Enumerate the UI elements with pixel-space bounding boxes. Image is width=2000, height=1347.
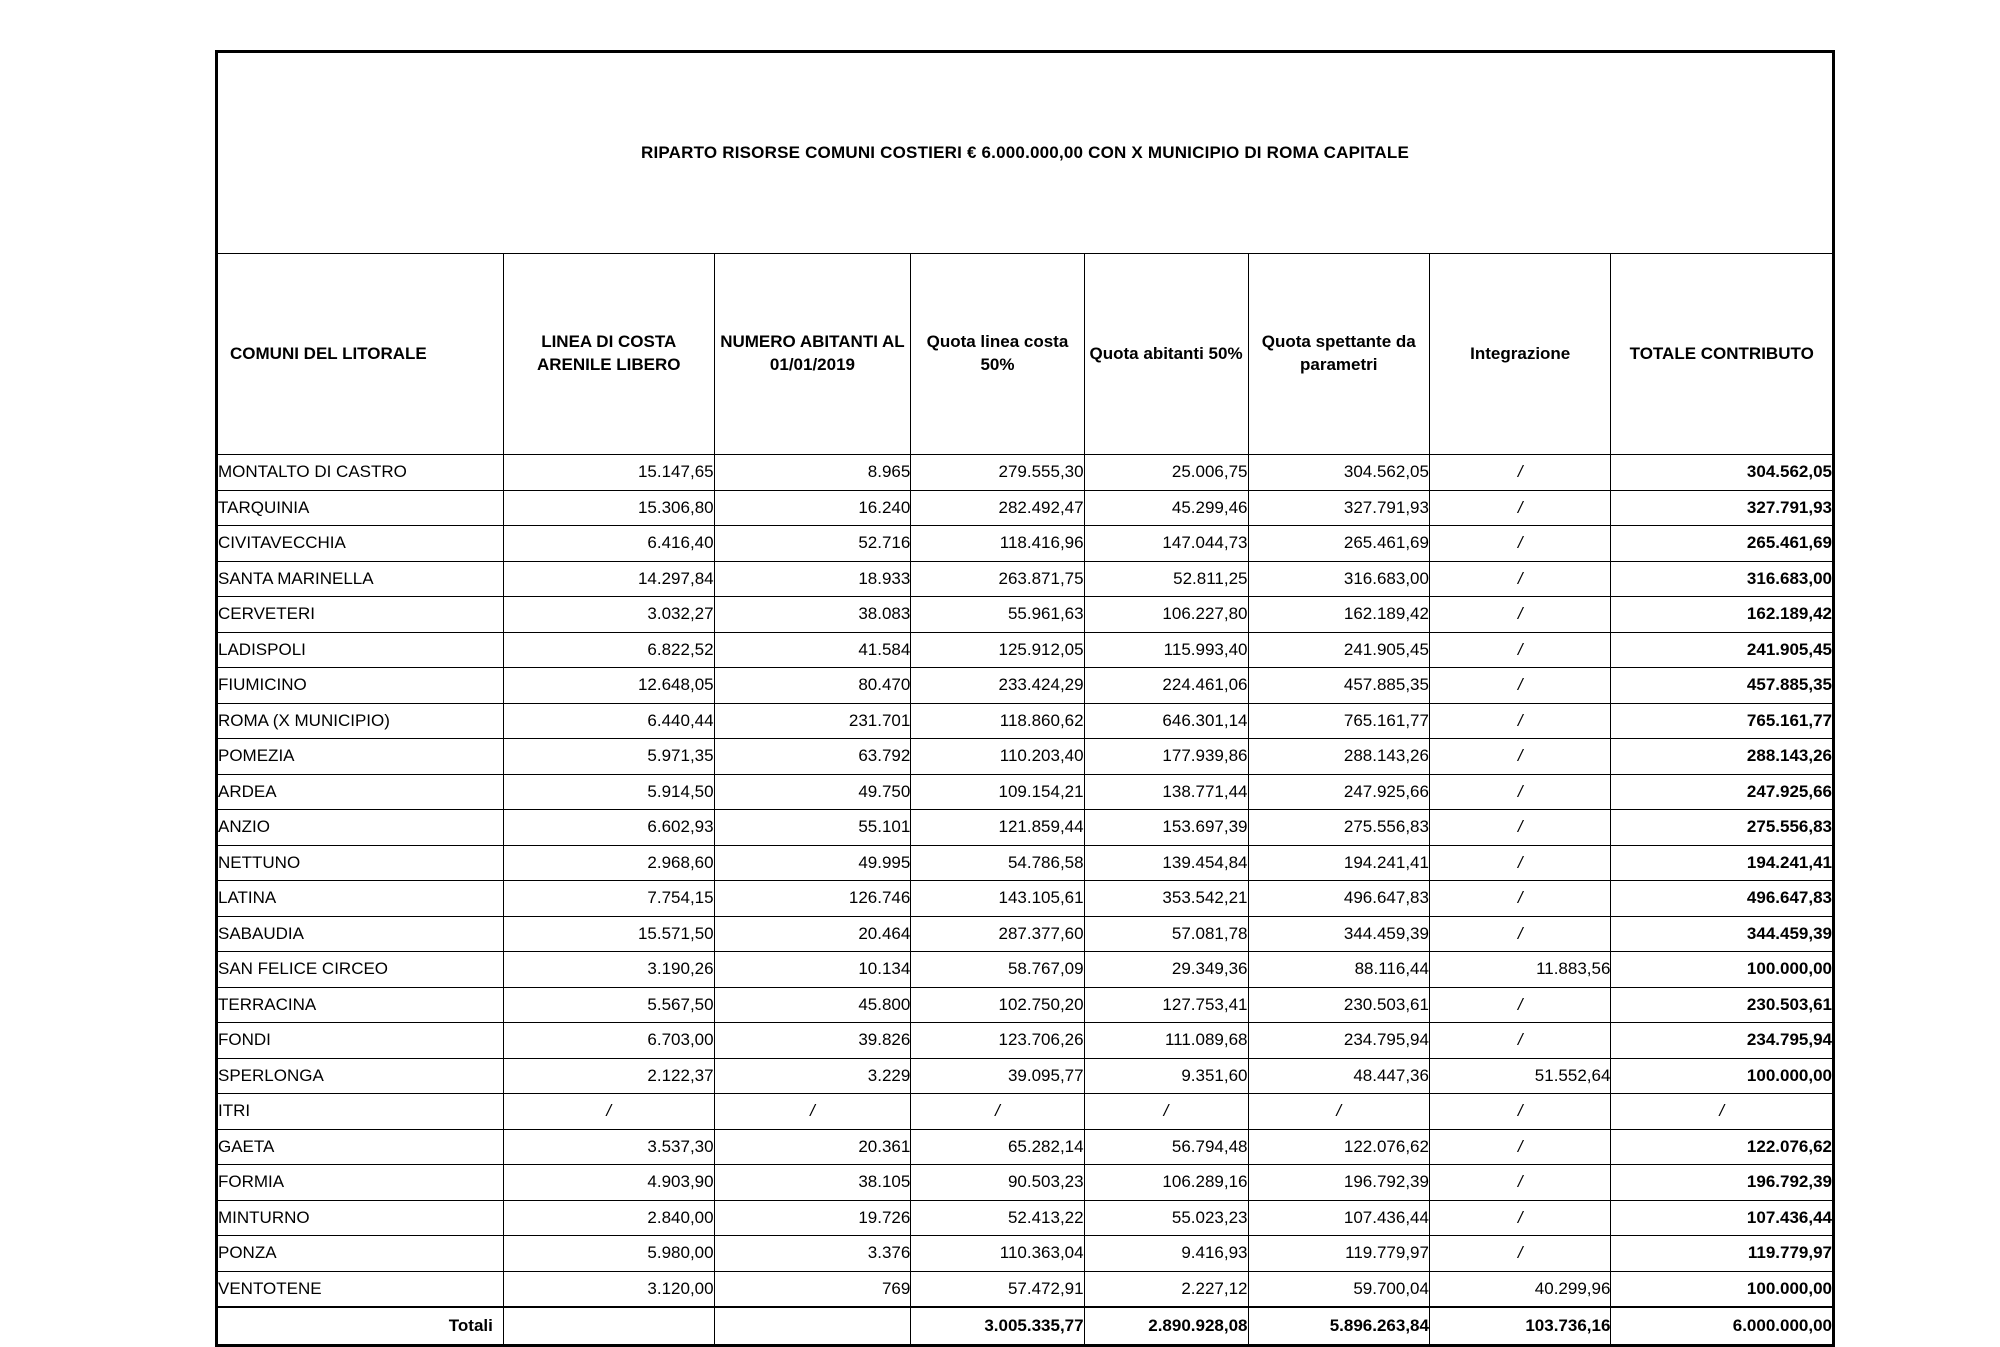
- cell-totale-contributo: 265.461,69: [1611, 526, 1834, 562]
- cell-quota-parametri: 234.795,94: [1248, 1023, 1429, 1059]
- cell-abitanti: 3.376: [714, 1236, 911, 1272]
- cell-comune: LATINA: [217, 881, 504, 917]
- cell-linea-costa: 6.440,44: [503, 703, 714, 739]
- totals-row: [217, 1307, 1834, 1346]
- totals-totale-contributo: 6.000.000,00: [1611, 1307, 1834, 1346]
- col-header-linea-costa: LINEA DI COSTA ARENILE LIBERO: [503, 254, 714, 455]
- cell-quota-linea-costa: 57.472,91: [911, 1271, 1084, 1307]
- cell-abitanti: 49.995: [714, 845, 911, 881]
- cell-totale-contributo: 316.683,00: [1611, 561, 1834, 597]
- cell-quota-abitanti: 2.227,12: [1084, 1271, 1248, 1307]
- cell-quota-parametri: 88.116,44: [1248, 952, 1429, 988]
- cell-quota-abitanti: 138.771,44: [1084, 774, 1248, 810]
- table-row: [217, 987, 1834, 1023]
- cell-linea-costa: 2.122,37: [503, 1058, 714, 1094]
- table-row: [217, 632, 1834, 668]
- cell-quota-parametri: 327.791,93: [1248, 490, 1429, 526]
- cell-quota-linea-costa: 263.871,75: [911, 561, 1084, 597]
- cell-quota-linea-costa: 282.492,47: [911, 490, 1084, 526]
- cell-quota-abitanti: 115.993,40: [1084, 632, 1248, 668]
- cell-totale-contributo: 344.459,39: [1611, 916, 1834, 952]
- table-row: [217, 1129, 1834, 1165]
- cell-comune: MONTALTO DI CASTRO: [217, 455, 504, 491]
- table-row: [217, 668, 1834, 704]
- totals-integrazione: 103.736,16: [1429, 1307, 1610, 1346]
- totals-quota-parametri: 5.896.263,84: [1248, 1307, 1429, 1346]
- cell-comune: SAN FELICE CIRCEO: [217, 952, 504, 988]
- cell-quota-abitanti: 127.753,41: [1084, 987, 1248, 1023]
- col-header-quota-parametri: Quota spettante da parametri: [1248, 254, 1429, 455]
- cell-linea-costa: 12.648,05: [503, 668, 714, 704]
- cell-quota-parametri: 194.241,41: [1248, 845, 1429, 881]
- cell-quota-linea-costa: 109.154,21: [911, 774, 1084, 810]
- cell-integrazione: /: [1429, 703, 1610, 739]
- cell-comune: ARDEA: [217, 774, 504, 810]
- cell-comune: FIUMICINO: [217, 668, 504, 704]
- cell-totale-contributo: 247.925,66: [1611, 774, 1834, 810]
- cell-quota-parametri: 288.143,26: [1248, 739, 1429, 775]
- table-row: [217, 703, 1834, 739]
- cell-linea-costa: 5.980,00: [503, 1236, 714, 1272]
- cell-quota-parametri: 765.161,77: [1248, 703, 1429, 739]
- cell-totale-contributo: 162.189,42: [1611, 597, 1834, 633]
- totals-abitanti: [714, 1307, 911, 1346]
- cell-quota-linea-costa: 287.377,60: [911, 916, 1084, 952]
- cell-totale-contributo: 457.885,35: [1611, 668, 1834, 704]
- table-row: [217, 1058, 1834, 1094]
- cell-quota-linea-costa: 52.413,22: [911, 1200, 1084, 1236]
- cell-quota-abitanti: 353.542,21: [1084, 881, 1248, 917]
- cell-quota-parametri: 316.683,00: [1248, 561, 1429, 597]
- table-row: [217, 1023, 1834, 1059]
- cell-integrazione: /: [1429, 561, 1610, 597]
- cell-abitanti: 38.083: [714, 597, 911, 633]
- cell-linea-costa: 3.537,30: [503, 1129, 714, 1165]
- table-row: [217, 597, 1834, 633]
- cell-comune: GAETA: [217, 1129, 504, 1165]
- cell-quota-linea-costa: 233.424,29: [911, 668, 1084, 704]
- cell-quota-parametri: /: [1248, 1094, 1429, 1130]
- cell-totale-contributo: 234.795,94: [1611, 1023, 1834, 1059]
- cell-integrazione: 11.883,56: [1429, 952, 1610, 988]
- cell-integrazione: 51.552,64: [1429, 1058, 1610, 1094]
- cell-quota-linea-costa: 143.105,61: [911, 881, 1084, 917]
- cell-quota-abitanti: 56.794,48: [1084, 1129, 1248, 1165]
- cell-comune: MINTURNO: [217, 1200, 504, 1236]
- cell-abitanti: 3.229: [714, 1058, 911, 1094]
- cell-abitanti: 55.101: [714, 810, 911, 846]
- cell-totale-contributo: 288.143,26: [1611, 739, 1834, 775]
- cell-integrazione: /: [1429, 987, 1610, 1023]
- cell-abitanti: 18.933: [714, 561, 911, 597]
- cell-quota-linea-costa: 39.095,77: [911, 1058, 1084, 1094]
- cell-comune: FORMIA: [217, 1165, 504, 1201]
- cell-quota-abitanti: 45.299,46: [1084, 490, 1248, 526]
- col-header-numero-abitanti: NUMERO ABITANTI AL 01/01/2019: [714, 254, 911, 455]
- cell-quota-abitanti: 224.461,06: [1084, 668, 1248, 704]
- cell-integrazione: /: [1429, 526, 1610, 562]
- cell-integrazione: /: [1429, 881, 1610, 917]
- cell-linea-costa: 6.703,00: [503, 1023, 714, 1059]
- cell-quota-abitanti: 111.089,68: [1084, 1023, 1248, 1059]
- cell-linea-costa: /: [503, 1094, 714, 1130]
- cell-quota-abitanti: 106.289,16: [1084, 1165, 1248, 1201]
- cell-totale-contributo: /: [1611, 1094, 1834, 1130]
- cell-integrazione: /: [1429, 739, 1610, 775]
- cell-quota-linea-costa: 118.416,96: [911, 526, 1084, 562]
- cell-totale-contributo: 241.905,45: [1611, 632, 1834, 668]
- cell-totale-contributo: 496.647,83: [1611, 881, 1834, 917]
- cell-quota-abitanti: /: [1084, 1094, 1248, 1130]
- cell-abitanti: 8.965: [714, 455, 911, 491]
- cell-linea-costa: 15.147,65: [503, 455, 714, 491]
- cell-linea-costa: 15.306,80: [503, 490, 714, 526]
- cell-totale-contributo: 122.076,62: [1611, 1129, 1834, 1165]
- cell-integrazione: /: [1429, 845, 1610, 881]
- cell-quota-abitanti: 646.301,14: [1084, 703, 1248, 739]
- cell-linea-costa: 14.297,84: [503, 561, 714, 597]
- cell-quota-parametri: 241.905,45: [1248, 632, 1429, 668]
- cell-totale-contributo: 107.436,44: [1611, 1200, 1834, 1236]
- cell-quota-abitanti: 52.811,25: [1084, 561, 1248, 597]
- table-row: [217, 739, 1834, 775]
- cell-comune: VENTOTENE: [217, 1271, 504, 1307]
- cell-linea-costa: 5.567,50: [503, 987, 714, 1023]
- cell-totale-contributo: 304.562,05: [1611, 455, 1834, 491]
- cell-totale-contributo: 100.000,00: [1611, 1058, 1834, 1094]
- col-header-comuni: COMUNI DEL LITORALE: [217, 254, 504, 455]
- cell-comune: TERRACINA: [217, 987, 504, 1023]
- cell-linea-costa: 6.602,93: [503, 810, 714, 846]
- cell-linea-costa: 6.416,40: [503, 526, 714, 562]
- cell-quota-parametri: 59.700,04: [1248, 1271, 1429, 1307]
- cell-quota-parametri: 230.503,61: [1248, 987, 1429, 1023]
- cell-linea-costa: 2.840,00: [503, 1200, 714, 1236]
- cell-totale-contributo: 119.779,97: [1611, 1236, 1834, 1272]
- table-row: [217, 774, 1834, 810]
- cell-comune: SPERLONGA: [217, 1058, 504, 1094]
- table-row: [217, 881, 1834, 917]
- cell-quota-abitanti: 55.023,23: [1084, 1200, 1248, 1236]
- cell-abitanti: 20.361: [714, 1129, 911, 1165]
- cell-totale-contributo: 327.791,93: [1611, 490, 1834, 526]
- cell-quota-parametri: 162.189,42: [1248, 597, 1429, 633]
- cell-abitanti: 10.134: [714, 952, 911, 988]
- cell-quota-abitanti: 147.044,73: [1084, 526, 1248, 562]
- cell-quota-linea-costa: 55.961,63: [911, 597, 1084, 633]
- cell-quota-parametri: 196.792,39: [1248, 1165, 1429, 1201]
- cell-totale-contributo: 100.000,00: [1611, 952, 1834, 988]
- cell-quota-abitanti: 9.416,93: [1084, 1236, 1248, 1272]
- cell-totale-contributo: 100.000,00: [1611, 1271, 1834, 1307]
- cell-quota-parametri: 304.562,05: [1248, 455, 1429, 491]
- resource-allocation-table: [215, 50, 1835, 1347]
- cell-abitanti: 41.584: [714, 632, 911, 668]
- cell-abitanti: 45.800: [714, 987, 911, 1023]
- cell-quota-linea-costa: 102.750,20: [911, 987, 1084, 1023]
- cell-quota-linea-costa: 90.503,23: [911, 1165, 1084, 1201]
- cell-quota-abitanti: 139.454,84: [1084, 845, 1248, 881]
- cell-quota-abitanti: 29.349,36: [1084, 952, 1248, 988]
- cell-abitanti: 126.746: [714, 881, 911, 917]
- cell-quota-parametri: 457.885,35: [1248, 668, 1429, 704]
- cell-comune: NETTUNO: [217, 845, 504, 881]
- totals-quota-abitanti: 2.890.928,08: [1084, 1307, 1248, 1346]
- cell-totale-contributo: 765.161,77: [1611, 703, 1834, 739]
- cell-abitanti: 39.826: [714, 1023, 911, 1059]
- cell-abitanti: 769: [714, 1271, 911, 1307]
- cell-quota-linea-costa: 110.363,04: [911, 1236, 1084, 1272]
- cell-quota-parametri: 48.447,36: [1248, 1058, 1429, 1094]
- cell-quota-abitanti: 153.697,39: [1084, 810, 1248, 846]
- column-header-row: [217, 254, 1834, 455]
- cell-abitanti: /: [714, 1094, 911, 1130]
- cell-abitanti: 52.716: [714, 526, 911, 562]
- cell-quota-abitanti: 177.939,86: [1084, 739, 1248, 775]
- col-header-integrazione: Integrazione: [1429, 254, 1610, 455]
- cell-comune: ANZIO: [217, 810, 504, 846]
- cell-totale-contributo: 194.241,41: [1611, 845, 1834, 881]
- page-title: RIPARTO RISORSE COMUNI COSTIERI € 6.000.000,00 CON X MUNICIPIO DI ROMA CAPITALE: [217, 52, 1834, 254]
- table-header: [217, 52, 1834, 455]
- table-row: [217, 561, 1834, 597]
- cell-comune: ROMA (X MUNICIPIO): [217, 703, 504, 739]
- totals-linea-costa: [503, 1307, 714, 1346]
- cell-quota-abitanti: 9.351,60: [1084, 1058, 1248, 1094]
- cell-quota-linea-costa: 121.859,44: [911, 810, 1084, 846]
- table-row: [217, 1236, 1834, 1272]
- cell-quota-linea-costa: 54.786,58: [911, 845, 1084, 881]
- cell-integrazione: 40.299,96: [1429, 1271, 1610, 1307]
- cell-comune: CERVETERI: [217, 597, 504, 633]
- title-row: [217, 52, 1834, 254]
- cell-integrazione: /: [1429, 597, 1610, 633]
- table-row: [217, 455, 1834, 491]
- cell-totale-contributo: 275.556,83: [1611, 810, 1834, 846]
- cell-abitanti: 16.240: [714, 490, 911, 526]
- table-row: [217, 1165, 1834, 1201]
- col-header-quota-linea-costa: Quota linea costa 50%: [911, 254, 1084, 455]
- cell-linea-costa: 3.032,27: [503, 597, 714, 633]
- table-row: [217, 916, 1834, 952]
- cell-quota-linea-costa: 279.555,30: [911, 455, 1084, 491]
- cell-comune: SABAUDIA: [217, 916, 504, 952]
- cell-abitanti: 38.105: [714, 1165, 911, 1201]
- cell-abitanti: 80.470: [714, 668, 911, 704]
- table-row: [217, 526, 1834, 562]
- cell-abitanti: 63.792: [714, 739, 911, 775]
- col-header-totale-contributo: TOTALE CONTRIBUTO: [1611, 254, 1834, 455]
- table-row: [217, 810, 1834, 846]
- cell-abitanti: 19.726: [714, 1200, 911, 1236]
- table-row: [217, 490, 1834, 526]
- cell-integrazione: /: [1429, 1165, 1610, 1201]
- cell-quota-parametri: 247.925,66: [1248, 774, 1429, 810]
- cell-quota-parametri: 344.459,39: [1248, 916, 1429, 952]
- cell-totale-contributo: 230.503,61: [1611, 987, 1834, 1023]
- table-row: [217, 1200, 1834, 1236]
- cell-abitanti: 49.750: [714, 774, 911, 810]
- cell-comune: LADISPOLI: [217, 632, 504, 668]
- cell-integrazione: /: [1429, 668, 1610, 704]
- cell-linea-costa: 7.754,15: [503, 881, 714, 917]
- cell-linea-costa: 6.822,52: [503, 632, 714, 668]
- cell-linea-costa: 3.120,00: [503, 1271, 714, 1307]
- cell-integrazione: /: [1429, 810, 1610, 846]
- cell-linea-costa: 15.571,50: [503, 916, 714, 952]
- cell-integrazione: /: [1429, 916, 1610, 952]
- cell-linea-costa: 5.914,50: [503, 774, 714, 810]
- cell-integrazione: /: [1429, 774, 1610, 810]
- cell-quota-parametri: 107.436,44: [1248, 1200, 1429, 1236]
- table-row: [217, 1094, 1834, 1130]
- cell-comune: TARQUINIA: [217, 490, 504, 526]
- cell-comune: CIVITAVECCHIA: [217, 526, 504, 562]
- cell-comune: ITRI: [217, 1094, 504, 1130]
- report-table-container: [215, 50, 1835, 1347]
- cell-integrazione: /: [1429, 455, 1610, 491]
- cell-quota-linea-costa: 58.767,09: [911, 952, 1084, 988]
- cell-integrazione: /: [1429, 1023, 1610, 1059]
- table-row: [217, 845, 1834, 881]
- cell-abitanti: 231.701: [714, 703, 911, 739]
- cell-quota-abitanti: 25.006,75: [1084, 455, 1248, 491]
- cell-quota-parametri: 496.647,83: [1248, 881, 1429, 917]
- cell-quota-abitanti: 57.081,78: [1084, 916, 1248, 952]
- cell-abitanti: 20.464: [714, 916, 911, 952]
- cell-integrazione: /: [1429, 1200, 1610, 1236]
- cell-linea-costa: 4.903,90: [503, 1165, 714, 1201]
- col-header-quota-abitanti: Quota abitanti 50%: [1084, 254, 1248, 455]
- cell-quota-parametri: 122.076,62: [1248, 1129, 1429, 1165]
- cell-integrazione: /: [1429, 490, 1610, 526]
- table-row: [217, 952, 1834, 988]
- cell-quota-abitanti: 106.227,80: [1084, 597, 1248, 633]
- cell-quota-linea-costa: 65.282,14: [911, 1129, 1084, 1165]
- cell-totale-contributo: 196.792,39: [1611, 1165, 1834, 1201]
- cell-quota-linea-costa: 125.912,05: [911, 632, 1084, 668]
- cell-quota-parametri: 275.556,83: [1248, 810, 1429, 846]
- cell-integrazione: /: [1429, 1236, 1610, 1272]
- cell-quota-linea-costa: 110.203,40: [911, 739, 1084, 775]
- table-row: [217, 1271, 1834, 1307]
- table-body: [217, 455, 1834, 1346]
- totals-label: Totali: [217, 1307, 504, 1346]
- cell-quota-linea-costa: /: [911, 1094, 1084, 1130]
- cell-quota-linea-costa: 118.860,62: [911, 703, 1084, 739]
- cell-quota-linea-costa: 123.706,26: [911, 1023, 1084, 1059]
- cell-integrazione: /: [1429, 632, 1610, 668]
- cell-integrazione: /: [1429, 1129, 1610, 1165]
- cell-quota-parametri: 119.779,97: [1248, 1236, 1429, 1272]
- totals-quota-linea-costa: 3.005.335,77: [911, 1307, 1084, 1346]
- cell-comune: FONDI: [217, 1023, 504, 1059]
- cell-linea-costa: 2.968,60: [503, 845, 714, 881]
- cell-linea-costa: 5.971,35: [503, 739, 714, 775]
- cell-comune: PONZA: [217, 1236, 504, 1272]
- cell-comune: SANTA MARINELLA: [217, 561, 504, 597]
- cell-comune: POMEZIA: [217, 739, 504, 775]
- cell-linea-costa: 3.190,26: [503, 952, 714, 988]
- cell-integrazione: /: [1429, 1094, 1610, 1130]
- cell-quota-parametri: 265.461,69: [1248, 526, 1429, 562]
